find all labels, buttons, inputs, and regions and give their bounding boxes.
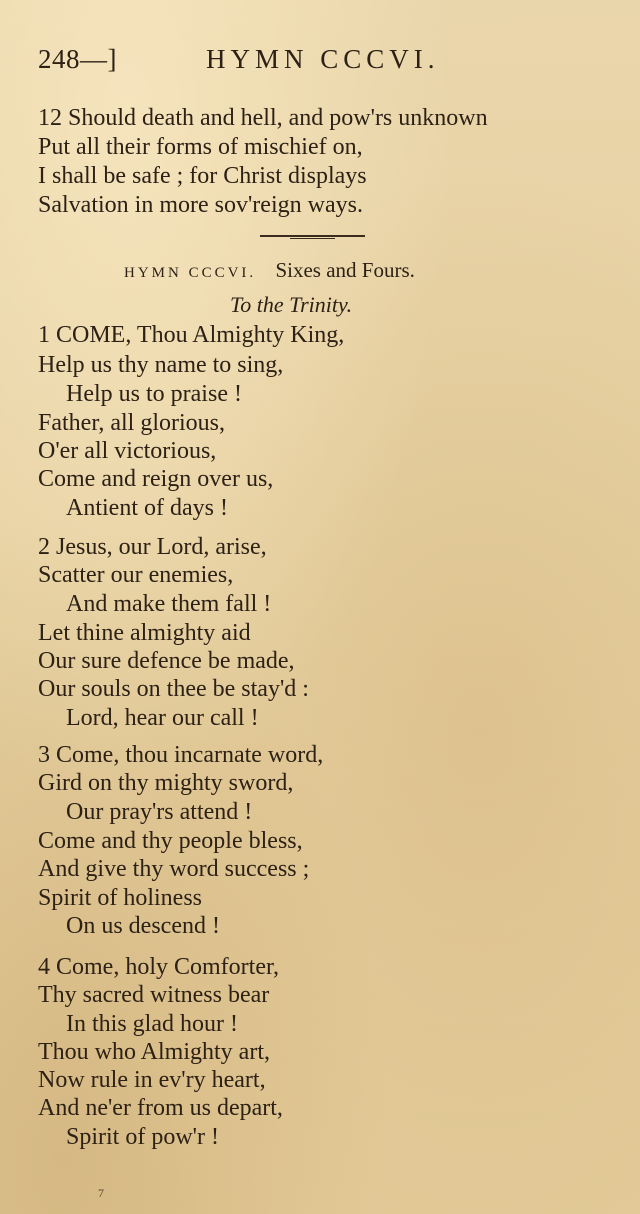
verse-line: Salvation in more sov'reign ways. [38,192,363,218]
hymn-number: HYMN CCCVI. [124,265,257,281]
hymn-heading [124,258,415,283]
page-number: 248—] [38,44,117,74]
verse-line: Thou who Almighty art, [38,1039,270,1065]
verse-line: 3 Come, thou incarnate word, [38,742,324,768]
verse-line: Lord, hear our call ! [66,705,259,731]
verse-line: And ne'er from us depart, [38,1095,283,1121]
page-header [38,44,598,80]
verse-line: Put all their forms of mischief on, [38,134,363,160]
verse-line: Gird on thy mighty sword, [38,770,294,796]
verse-line: 12 Should death and hell, and pow'rs unknown [38,105,488,131]
section-divider [260,235,365,237]
verse-line: Antient of days ! [66,495,228,521]
hymn-subtitle: To the Trinity. [230,292,353,317]
verse-line: Spirit of pow'r ! [66,1124,219,1150]
verse-line: Come and thy people bless, [38,828,303,854]
verse-line: Our sure defence be made, [38,648,295,674]
hymn-meter: Sixes and Fours. [275,258,415,282]
verse-line: Help us to praise ! [66,381,242,407]
verse-line: And give thy word success ; [38,856,310,882]
verse-line: O'er all victorious, [38,438,217,464]
verse-line: On us descend ! [66,913,220,939]
verse-line: Father, all glorious, [38,410,226,436]
verse-line: 4 Come, holy Comforter, [38,954,280,980]
verse-line: I shall be safe ; for Christ displays [38,163,367,189]
verse-line: In this glad hour ! [66,1011,238,1037]
printer-mark: 7 [98,1186,104,1200]
verse-line: Our souls on thee be stay'd : [38,676,309,702]
running-title: HYMN CCCVI. [206,44,440,74]
verse-line: And make them fall ! [66,591,272,617]
verse-line: Scatter our enemies, [38,562,234,588]
verse-line: Our pray'rs attend ! [66,799,253,825]
verse-line: Spirit of holiness [38,885,203,911]
verse-line: Now rule in ev'ry heart, [38,1067,266,1093]
verse-line: Let thine almighty aid [38,620,251,646]
verse-line: Come and reign over us, [38,466,274,492]
verse-line: Thy sacred witness bear [38,982,270,1008]
verse-line: Help us thy name to sing, [38,352,284,378]
verse-line: 2 Jesus, our Lord, arise, [38,534,267,560]
verse-line: 1 COME, Thou Almighty King, [38,322,345,348]
